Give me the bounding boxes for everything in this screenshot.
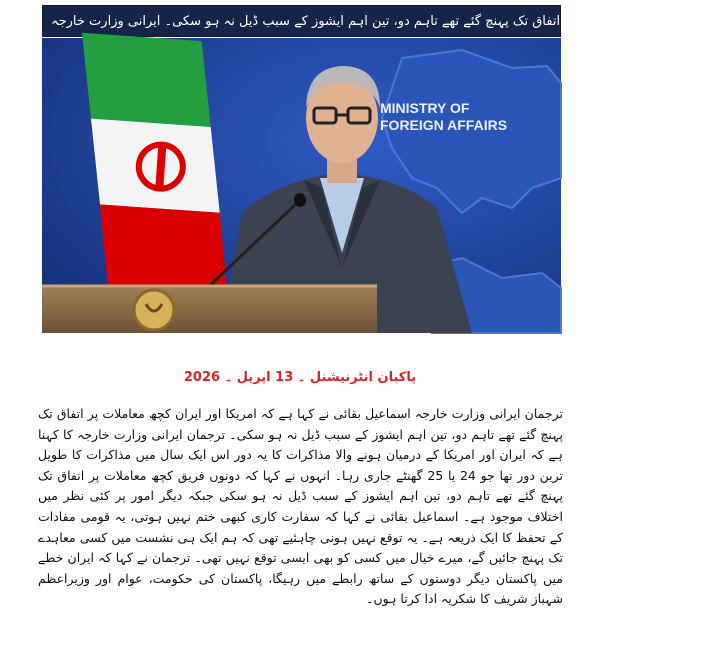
sign-line-1: MINISTRY OF (380, 100, 470, 116)
podium (42, 286, 377, 333)
brand-logo: پاکبان (658, 6, 711, 36)
headline-banner (42, 5, 711, 37)
sign-line-2: FOREIGN AFFAIRS (380, 117, 508, 133)
dateline-caption: پاکبان انٹرنیشنل ۔ 13 اپریل ۔ 2026 (183, 370, 417, 385)
microphone-icon (294, 193, 306, 207)
article-body: ترجمان ایرانی وزارت خارجہ اسماعیل بقائی نے کہا ہے کہ امریکا اور ایران کچھ معاملات پر اتفاق تک پہنچ گئے تھے تاہم دو، تین اہم ایشوز کے سبب ڈیل نہ ہو سکی۔ ترجمان ایرانی وزارت خارجہ کا کہنا ہے کہ ایران اور امریکا کے درمیان ہونے والا مذاکرات کا یہ دور اس ایک سال میں مذاکرات کا طویل ترین دور تھا جو 24 یا 25 گھنٹے جاری رہا۔ انہوں نے کہا کہ دونوں فریق کچھ معاملات پر اتفاق تک پہنچ گئے تھے تاہم دو، تین اہم ایشوز کے سبب ڈیل نہ ہو سکی جبکہ دیگر امور پر کئی نظر میں اختلاف موجود ہے۔ اسماعیل بقائی نے کہا کہ سفارت کاری کبھی ختم نہیں ہوتی، یہ قومی مفادات کے تحفظ کا ایک ذریعہ ہے۔ یہ توقع نہیں ہونی چاہئیے تھی کہ ہم ایک ہی نشست میں کسی معاہدے تک پہنچ جائیں گے، میرے خیال میں کسی کو بھی ایسی توقع نہیں تھی۔ ترجمان نے کہا کہ ایران خطے میں پاکستان دیگر دوستوں کے ساتھ رابطے میں رہیگا، پاکستان کی حکومت، عوام اور وزیراعظم شہباز شریف کا شکریہ ادا کرتا ہوں۔ (38, 406, 564, 607)
news-photo (42, 38, 561, 333)
headline-text: کچھ معاملات پر اتفاق تک پہنچ گئے تھے تاہم دو، تین اہم ایشوز کے سبب ڈیل نہ ہو سکی۔ ایرانی وزارت خارجہ (51, 13, 651, 29)
